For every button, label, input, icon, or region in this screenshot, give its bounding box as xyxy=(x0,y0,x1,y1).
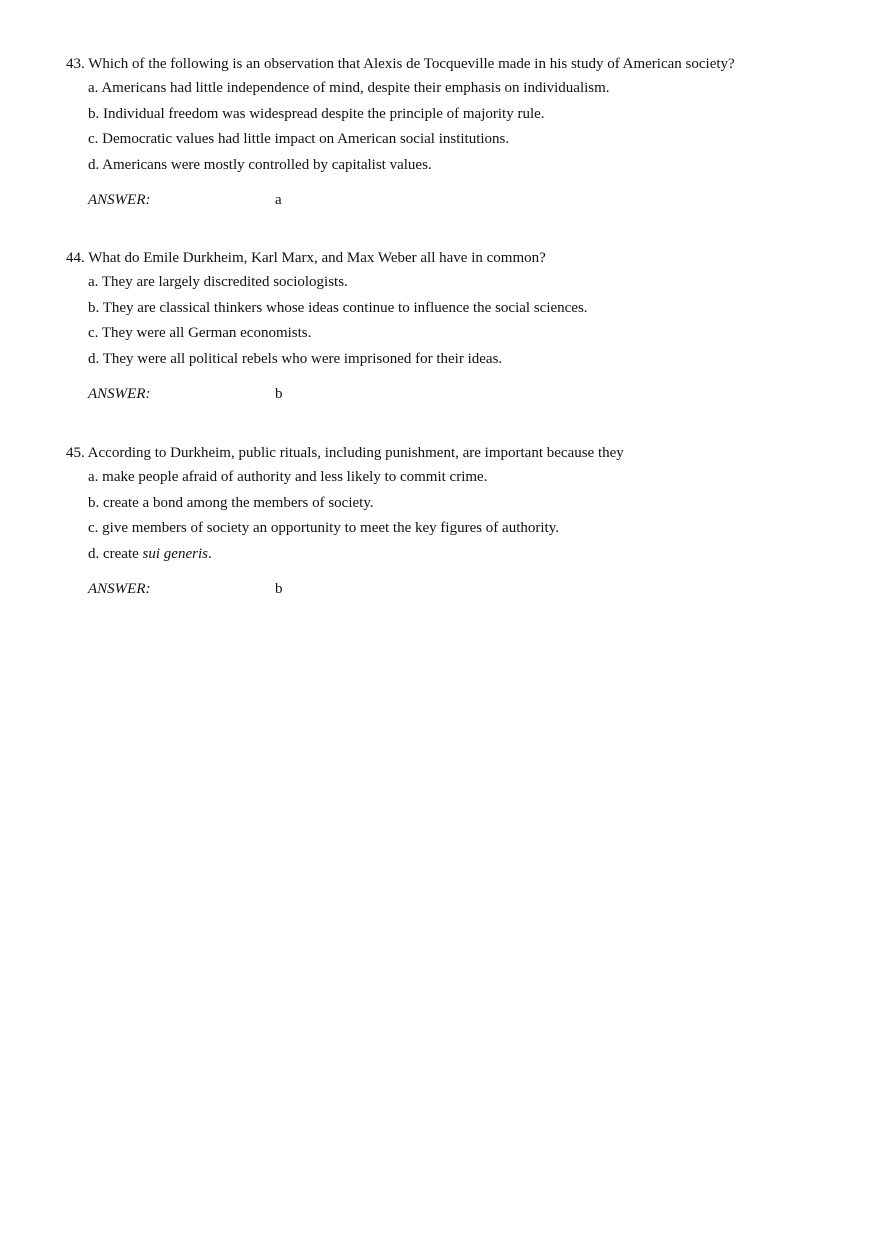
question-44 xyxy=(66,248,846,404)
option-c: c. They were all German economists. xyxy=(88,325,312,341)
option-d-suffix: . xyxy=(207,545,212,562)
option-a: a. make people afraid of authority and less likely to commit crime. xyxy=(88,469,488,485)
option-list xyxy=(66,467,846,564)
option-d: d. They were all political rebels who were imprisoned for their ideas. xyxy=(88,350,503,367)
answer-row xyxy=(88,190,846,210)
option-list xyxy=(66,78,846,175)
option-b: b. They are classical thinkers whose ideas continue to influence the social sciences. xyxy=(88,299,588,316)
option-c: c. Democratic values had little impact on American social institutions. xyxy=(88,131,510,147)
option-d-italic-term: sui generis xyxy=(142,545,208,562)
answer-label: ANSWER: xyxy=(88,191,151,208)
answer-label: ANSWER: xyxy=(88,580,151,597)
answer-value: b xyxy=(275,580,283,597)
answer-value: b xyxy=(275,385,283,402)
question-43 xyxy=(66,54,846,210)
answer-row xyxy=(88,579,846,599)
option-c: c. give members of society an opportunity to meet the key figures of authority. xyxy=(88,520,559,536)
answer-label: ANSWER: xyxy=(88,385,151,402)
option-d xyxy=(88,544,846,564)
answer-value: a xyxy=(275,191,282,208)
option-list xyxy=(66,272,846,369)
option-b: b. Individual freedom was widespread despite the principle of majority rule. xyxy=(88,105,545,122)
option-b: b. create a bond among the members of society. xyxy=(88,494,374,511)
question-stem: 43. Which of the following is an observation that Alexis de Tocqueville made in his study of American society? xyxy=(66,56,735,72)
answer-row xyxy=(88,384,846,404)
option-d-prefix: d. create xyxy=(88,545,143,562)
option-d: d. Americans were mostly controlled by capitalist values. xyxy=(88,156,432,173)
option-a: a. Americans had little independence of mind, despite their emphasis on individualism. xyxy=(88,80,610,96)
question-stem: 45. According to Durkheim, public rituals, including punishment, are important because they xyxy=(66,445,624,461)
question-45 xyxy=(66,443,846,599)
option-a: a. They are largely discredited sociologists. xyxy=(88,274,348,290)
question-stem: 44. What do Emile Durkheim, Karl Marx, and Max Weber all have in common? xyxy=(66,250,546,266)
